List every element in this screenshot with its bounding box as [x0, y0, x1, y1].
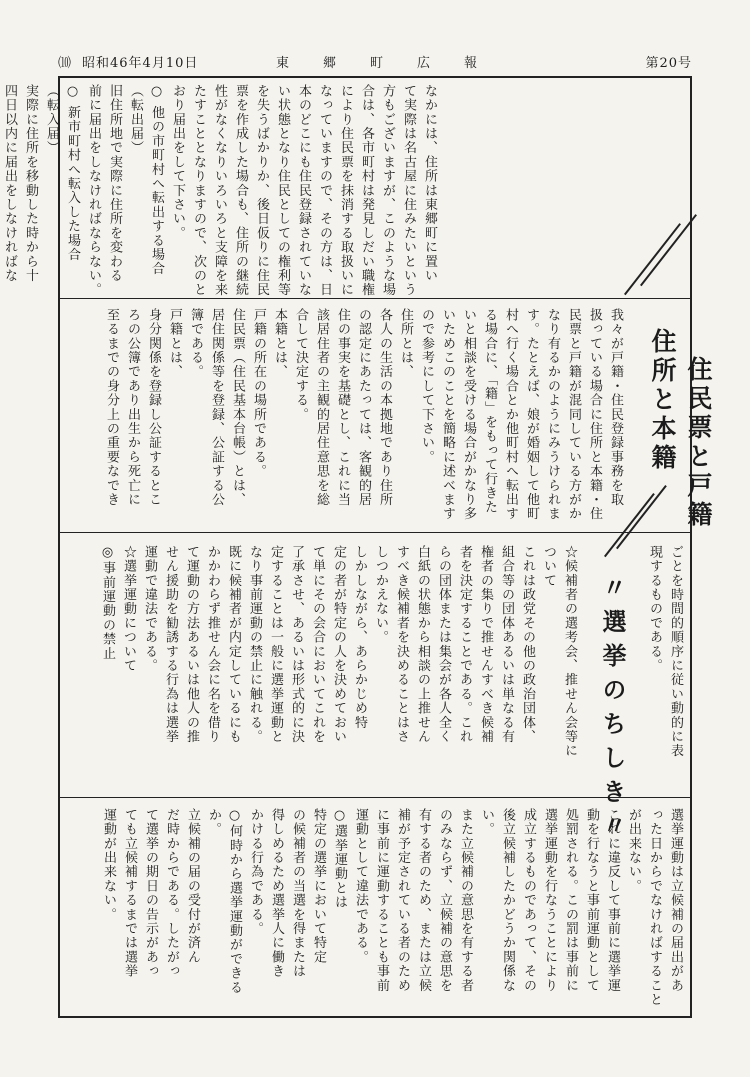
text-column: の認定にあたっては、客観的居 — [356, 308, 371, 507]
text-column: 票を作成した場合も、住所の継続 — [233, 84, 248, 297]
text-column: 運動として違法である。 — [353, 808, 368, 965]
text-column: 立候補の届の受付が済ん — [185, 808, 200, 965]
text-column: 運動で違法である。 — [142, 545, 157, 673]
text-column: 前に届出をしなければならない。 — [86, 84, 101, 297]
text-column: 権者の集りで推せんすべき候補 — [478, 545, 493, 744]
text-column: 者を決定することである。これ — [457, 545, 472, 744]
article2-body-lower — [76, 808, 686, 1012]
text-column: 組合等の団体あるいは単なる有 — [499, 545, 514, 744]
text-column: 選挙運動を行なうことにより — [542, 808, 557, 993]
text-column: ○何時から選挙運動ができる — [227, 808, 242, 995]
text-column: ○選挙運動とは — [332, 808, 347, 910]
article2-title: 〃選挙のちしき〃 — [598, 575, 627, 847]
page-header — [58, 52, 692, 72]
row-divider — [58, 532, 692, 533]
text-column: 各人の生活の本拠地であり住所 — [377, 308, 392, 507]
article1-title-line2: 住民票と戸籍 — [684, 356, 713, 530]
text-column: 方もございますが、このような場 — [380, 84, 395, 297]
text-column: のみならず、立候補の意思を — [437, 808, 452, 993]
text-column: すべき候補者を決めることはさ — [394, 545, 409, 744]
text-column: ろの公簿であり出生から死亡に — [125, 308, 140, 507]
text-column: 選挙運動は立候補の届出があ — [668, 808, 683, 993]
text-column: 村へ行く場合とか他町村へ転出す — [503, 308, 518, 521]
text-column: しかしながら、あらかじめ特 — [352, 545, 367, 730]
text-column: 簿である。 — [188, 308, 203, 379]
text-column: を失うばかりか、後日仮りに住民 — [254, 84, 269, 297]
text-column: 了承させ、あるいは形式的に決 — [289, 545, 304, 744]
text-column: 定することは一般に選挙運動と — [268, 545, 283, 744]
text-column: 特定の選挙において特定 — [311, 808, 326, 965]
text-column: 得しめるため選挙人に働き — [269, 808, 284, 979]
article1-body-main — [106, 308, 626, 526]
text-column: （転入届） — [44, 84, 59, 155]
text-column: ◎事前運動の禁止 — [100, 545, 115, 661]
text-column: 住民票（住民基本台帳）とは、 — [230, 308, 245, 507]
text-column: て選挙の期日の告示があっ — [143, 808, 158, 979]
text-column: す。たとえば、娘が婚姻して他町 — [524, 308, 539, 521]
text-column: ☆選挙運動について — [121, 545, 136, 673]
text-column: 合して決定する。 — [293, 308, 308, 422]
text-column: せん援助を勧誘する行為は選挙 — [163, 545, 178, 744]
text-column: ごとを時間的順序に従い動的に表 — [668, 545, 683, 758]
text-column: いと相談を受ける場合がかなり多 — [461, 308, 476, 521]
text-column: いためこのことを簡略に述べます — [440, 308, 455, 521]
text-column: なり事前運動の禁止に触れる。 — [247, 545, 262, 744]
article2-body-upper — [80, 545, 580, 788]
text-column: 該居住者の主観的居住意思を総 — [314, 308, 329, 507]
newspaper-name: 東郷町広報 — [276, 56, 512, 71]
text-column: なかには、住所は東郷町に置い — [422, 84, 437, 283]
text-column: ☆候補者の選考会、推せん会等に — [562, 545, 577, 758]
text-column: 後立候補したかどうか関係な — [500, 808, 515, 993]
text-column: により住民票を抹消する取扱いに — [338, 84, 353, 297]
text-column: 動を行なうと事前運動として — [584, 808, 599, 993]
text-column: 至るまでの身分上の重要なでき — [104, 308, 119, 507]
text-column: 本のどこにも住民登録されていな — [296, 84, 311, 297]
text-column: 有する者のため、または立候 — [416, 808, 431, 993]
text-column: に事前に運動することも事前 — [374, 808, 389, 993]
article1-title-line1: 住所と本籍 — [648, 328, 677, 473]
text-column: 現するものである。 — [647, 545, 662, 673]
text-column: 身分関係を登録し公証するとこ — [146, 308, 161, 507]
text-column: が出来ない。 — [626, 808, 641, 894]
text-column: 処罰される。この罰は事前に — [563, 808, 578, 993]
text-column: 我々が戸籍・住民登録事務を取 — [608, 308, 623, 507]
text-column: 既に候補者が内定しているにも — [226, 545, 241, 744]
row-divider — [58, 298, 692, 299]
text-column: 扱っている場合に住所と本籍・住 — [587, 308, 602, 521]
text-column: 旧住所地で実際に住所を変わる — [107, 84, 122, 283]
text-column: これは政党その他の政治団体、 — [520, 545, 535, 744]
text-column: ○ 他の市町村へ転出する場合 — [149, 84, 164, 276]
text-column: たすこととなりますので、次のと — [191, 84, 206, 297]
article1-body-top — [2, 84, 440, 297]
text-column: だ時からである。したがっ — [164, 808, 179, 979]
text-column: 白紙の状態から相談の上推せん — [415, 545, 430, 744]
text-column: 本籍とは、 — [272, 308, 287, 379]
text-column: らの団体または集会が各人全く — [436, 545, 451, 744]
text-column: 住の事実を基礎とし、これに当 — [335, 308, 350, 507]
text-column: て実際は名古屋に住みたいという — [401, 84, 416, 297]
text-column: 戸籍とは、 — [167, 308, 182, 379]
text-column: 合は、各市町村は発見しだい職権 — [359, 84, 374, 297]
text-column: る場合に、「籍」をもって行きた — [482, 308, 497, 515]
text-column: 性がなくなりいろいろと支障を来 — [212, 84, 227, 297]
text-column: おり届出をして下さい。 — [170, 84, 185, 241]
text-column: また立候補の意思を有する者 — [458, 808, 473, 993]
page-number: ⑽ — [58, 56, 73, 71]
text-column: 定の者が特定の人を決めておい — [331, 545, 346, 744]
text-column: の候補者の当選を得または — [290, 808, 305, 979]
text-column: なり有るかのようにみうけられま — [545, 308, 560, 521]
text-column: ついて — [541, 545, 556, 588]
text-column: ○ 新市町村へ転入した場合 — [65, 84, 80, 262]
text-column: て単にその会合においてこれを — [310, 545, 325, 744]
issue-number: 第20号 — [645, 56, 692, 71]
text-column: 四日以内に届出をしなければな — [2, 84, 17, 283]
text-column: 民票と戸籍が混同している方がか — [566, 308, 581, 521]
text-column: い。 — [479, 808, 494, 837]
text-column: 運動が出来ない。 — [101, 808, 116, 922]
text-column: 補が予定されている者のため — [395, 808, 410, 993]
text-column: ので参考にして下さい。 — [419, 308, 434, 465]
text-column: 実際に住所を移動した時から十 — [23, 84, 38, 283]
text-column: 成立するものであって、その — [521, 808, 536, 993]
text-column: った日からでなければすること — [647, 808, 662, 1007]
text-column: い状態となり住民としての権利等 — [275, 84, 290, 297]
text-column: （転出届） — [128, 84, 143, 155]
text-column: 住所とは、 — [398, 308, 413, 379]
text-column: しつかえない。 — [373, 545, 388, 645]
text-column: て運動の方法あるいは他人の推 — [184, 545, 199, 744]
text-column: ても立候補するまでは選挙 — [122, 808, 137, 979]
text-column: なっていますので、その方は、日 — [317, 84, 332, 297]
text-column: かける行為である。 — [248, 808, 263, 936]
text-column: か。 — [206, 808, 221, 837]
issue-date: 昭和46年4月10日 — [82, 56, 199, 71]
article2-body-intro — [638, 545, 686, 788]
text-column: 戸籍の所在の場所である。 — [251, 308, 266, 479]
text-column: かかわらず推せん会に名を借り — [205, 545, 220, 744]
text-column: これに違反して事前に選挙運 — [605, 808, 620, 993]
text-column: 居住関係等を登録、公証する公 — [209, 308, 224, 507]
